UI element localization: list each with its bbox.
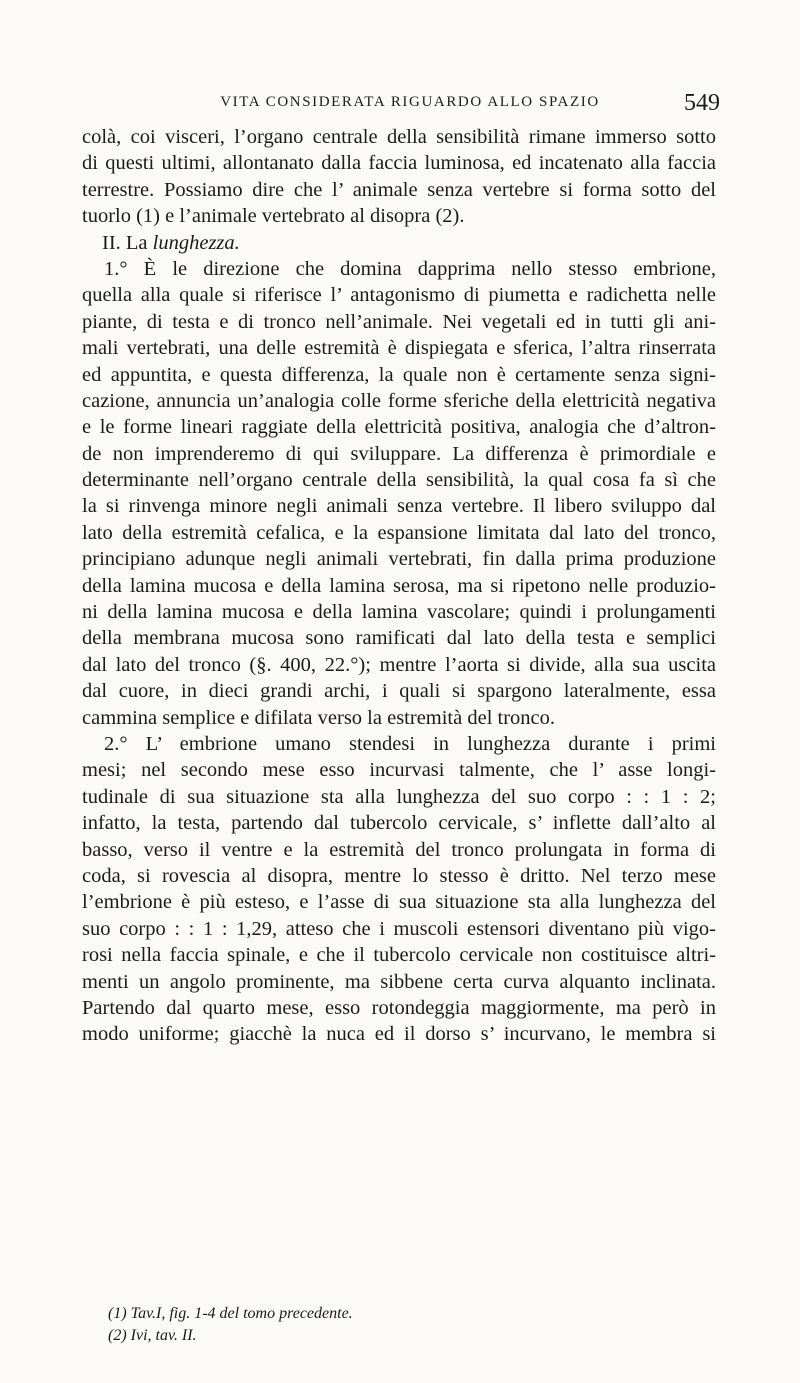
footnote: (2) Ivi, tav. II.	[108, 1327, 197, 1344]
text-line: ni della lamina mucosa e della lamina vascolare; quindi i prolungamenti	[82, 601, 716, 624]
body-text	[82, 124, 716, 1048]
text-line: basso, verso il ventre e la estremità del tronco prolungata in forma di	[82, 838, 716, 861]
text-line: 2.° L’ embrione umano stendesi in lunghezza durante i primi	[104, 732, 716, 755]
text-line: la si rinvenga minore negli animali senza vertebre. Il libero sviluppo dal	[82, 495, 716, 518]
footnotes	[108, 1303, 708, 1347]
text-line: e le forme lineari raggiate della elettricità positiva, analogia che d’altron-	[82, 416, 716, 439]
section-heading: II. La lunghezza.	[102, 231, 240, 254]
text-line: coda, si rovescia al disopra, mentre lo stesso è dritto. Nel terzo mese	[82, 864, 716, 887]
text-line: colà, coi visceri, l’organo centrale della sensibilità rimane immerso sotto	[82, 126, 716, 148]
page-number: 549	[684, 90, 720, 116]
text-line: tudinale di sua situazione sta alla lunghezza del suo corpo : : 1 : 2;	[82, 785, 716, 808]
text-line: dal lato del tronco (§. 400, 22.°); mentre l’aorta si divide, alla sua uscita	[82, 653, 716, 676]
footnote: (1) Tav.I, fig. 1-4 del tomo precedente.	[108, 1305, 353, 1322]
text-line: determinante nell’organo centrale della sensibilità, la qual cosa fa sì che	[82, 469, 716, 492]
text-line: rosi nella faccia spinale, e che il tubercolo cervicale non costituisce altri-	[82, 944, 716, 967]
running-title: VITA CONSIDERATA RIGUARDO ALLO SPAZIO	[220, 94, 600, 110]
text-line: de non imprenderemo di qui svilupparе. La differenza è primordiale e	[82, 442, 716, 465]
text-line: della membrana mucosa sono ramificati dal lato della testa e semplici	[82, 627, 716, 650]
text-line: cammina semplice e difilata verso la estremità del tronco.	[82, 706, 556, 729]
text-line: dal cuore, in dieci grandi archi, i quali si spargono lateralmente, essa	[82, 680, 716, 703]
text-line: suo corpo : : 1 : 1,29, atteso che i muscoli estensori diventano più vigo-	[82, 917, 716, 940]
text-line: mesi; nel secondo mese esso incurvasi talmente, che l’ asse longi-	[82, 759, 716, 782]
text-line: tuorlo (1) e l’animale vertebrato al disopra (2).	[82, 205, 465, 228]
text-line: ed appuntita, e questa differenza, la quale non è certamente senza signi-	[82, 363, 716, 386]
text-line: terrestre. Possiamo dire che l’ animale senza vertebre si forma sotto del	[82, 178, 716, 201]
text-line: principiano adunque negli animali vertebrati, fin dalla prima produzione	[82, 548, 716, 571]
text-line: menti un angolo prominente, ma sibbene certa curva alquanto inclinata.	[82, 970, 716, 993]
text-line: di questi ultimi, allontanato dalla faccia luminosa, ed incatenato alla faccia	[82, 152, 716, 175]
text-line: modo uniforme; giacchè la nuca ed il dorso s’ incurvano, le membra si	[82, 1023, 716, 1046]
text-line: della lamina mucosa e della lamina serosa, ma si ripetono nelle produzio-	[82, 574, 716, 597]
text-line: lato della estremità cefalica, e la espansione limitata dal lato del tronco,	[82, 521, 716, 544]
text-line: infatto, la testa, partendo dal tubercolo cervicale, s’ inflette dall’alto al	[82, 812, 716, 835]
text-line: quella alla quale si riferisce l’ antagonismo di piumetta e radichetta nelle	[82, 284, 716, 307]
text-line: mali vertebrati, una delle estremità è dispiegata e sferica, l’altra rinserrata	[82, 337, 716, 360]
text-line: Partendo dal quarto mese, esso rotondeggia maggiormente, ma però in	[82, 996, 716, 1019]
text-line: 1.° È le direzione che domina dapprima nello stesso embrione,	[104, 257, 716, 280]
page-header	[100, 90, 720, 122]
text-line: cazione, annuncia un’analogia colle forme sferiche della elettricità negativa	[82, 389, 716, 412]
text-line: l’embrione è più esteso, e l’asse di sua situazione sta alla lunghezza del	[82, 891, 716, 914]
text-line: piante, di testa e di tronco nell’animale. Nei vegetali ed in tutti gli ani-	[82, 310, 716, 333]
